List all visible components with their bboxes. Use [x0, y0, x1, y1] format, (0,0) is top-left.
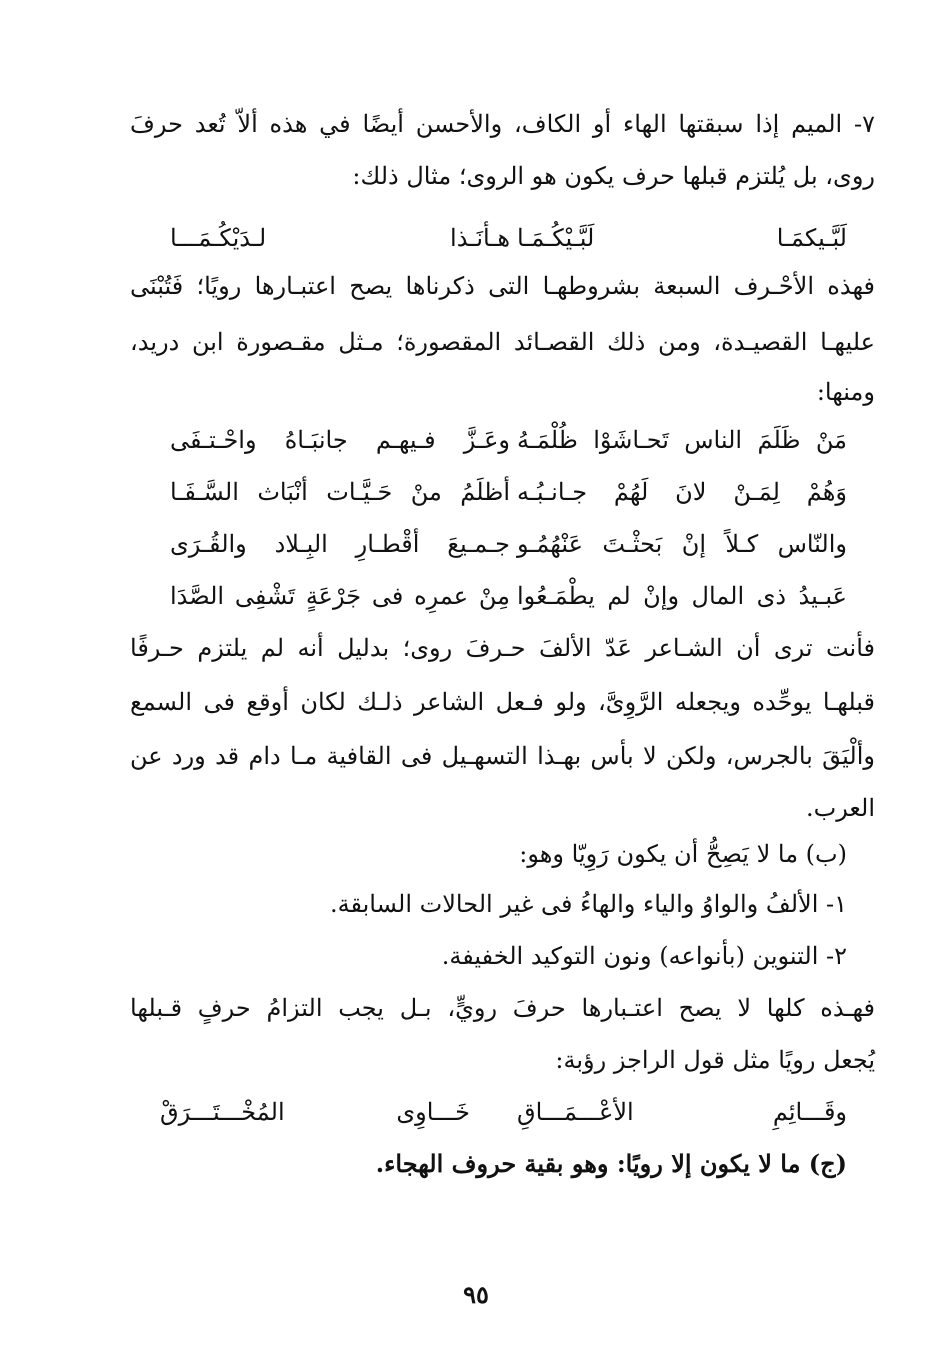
verse-right-hemistich: والنّاس كـلاً إنْ بَحثْـتَ عَنْهُمُـو	[517, 530, 847, 558]
paragraph2-line1: فهذه الأحْـرف السبعة بشروطهـا التى ذكرناها يصح اعتبـارها رويًا؛ فَتُبْنَى	[130, 272, 875, 300]
section-b-heading: (ب) ما لا يَصِحُّ أن يكون رَوِيّا وهو:	[519, 840, 847, 868]
verse2-right-hemistich: وقَـــائِمِ الأعْـــمَـــاقِ	[517, 1098, 847, 1126]
paragraph1-line2: روى، بل يُلتزم قبلها حرف يكون هو الروى؛ مثال ذلك:	[352, 162, 875, 190]
verse2-left-hemistich: خَـــاوِى المُخْـــتَـــرَقْ	[160, 1098, 470, 1126]
section-c-text: (ج) ما لا يكون إلا رويًا: وهو بقية حروف الهجاء.	[375, 1149, 847, 1178]
page-number: ٩٥	[463, 1280, 489, 1309]
paragraph4-line2: يُجعل رويًا مثل قول الراجز رؤبة:	[555, 1046, 875, 1074]
paragraph3-line4: العرب.	[805, 794, 875, 822]
verse1-right-hemistich: لَبَّـيكمَـا لَبَّـيْكُـمَـا	[517, 224, 847, 252]
paragraph1-line1: ٧- الميم إذا سبقتها الهاء أو الكاف، والأحسن أيضًا في هذه ألاّ تُعد حرفَ	[130, 110, 875, 138]
paragraph2-line2: عليهـا القصيـدة، ومن ذلك القصـائد المقصورة؛ مـثل مقـصورة ابن دريد،	[130, 328, 875, 356]
paragraph3-line3: وألْيَقَ بالجرس، ولكن لا بأس بهـذا التسهـيل فى القافية مـا دام قد ورد عن	[130, 742, 875, 770]
paragraph2-line3: ومنها:	[816, 378, 875, 406]
verse-right-hemistich: عَبـيدُ ذى المال وإنْ لم يطْمَـعُوا	[517, 582, 847, 610]
paragraph3-line1: فأنت ترى أن الشـاعر عَدّ الألفَ حـرفَ روى؛ بدليل أنه لم يلتزم حـرفًا	[130, 634, 875, 662]
verse-left-hemistich: جـمـيعَ أقْطـارِ البِـلاد والقُـرَى	[170, 530, 510, 558]
verse1-left-hemistich: هـأنَـذا لـدَيْكُـمَـــا	[170, 224, 510, 252]
verse-left-hemistich: وعَـزَّ فـيهـم جانبَـاهُ واحْـتـفَى	[170, 426, 510, 454]
section-b-item-1: ١- الألفُ والواوُ والياء والهاءُ فى غير الحالات السابقة.	[329, 890, 847, 918]
section-b-item-2: ٢- التنوين (بأنواعه) ونون التوكيد الخفيفة.	[441, 942, 847, 970]
verse-left-hemistich: أظلَمُ منْ حَـيَّـات أنْبَاث السَّـفَـا	[170, 478, 510, 506]
paragraph3-line2: قبلهـا يوحِّده ويجعله الرَّوِىَّ، ولو فـعل الشاعر ذلـك لكان أوقع فى السمع	[130, 688, 875, 716]
paragraph4-line1: فهـذه كلها لا يصح اعتـبارها حرفَ رويٍّ، بـل يجب التزامُ حرفٍ قـبلها	[130, 994, 875, 1022]
verse-right-hemistich: مَنْ ظَلَمَ الناس تَحـاشَوْا ظُلْمَـهُ	[517, 426, 847, 454]
verse-right-hemistich: وَهُمْ لِمَـنْ لانَ لَهُمْ جـانـبُـه	[517, 478, 847, 506]
verse-left-hemistich: مِنْ عمرِه فى جَرْعَةٍ تَشْفِى الصَّدَا	[170, 582, 510, 610]
